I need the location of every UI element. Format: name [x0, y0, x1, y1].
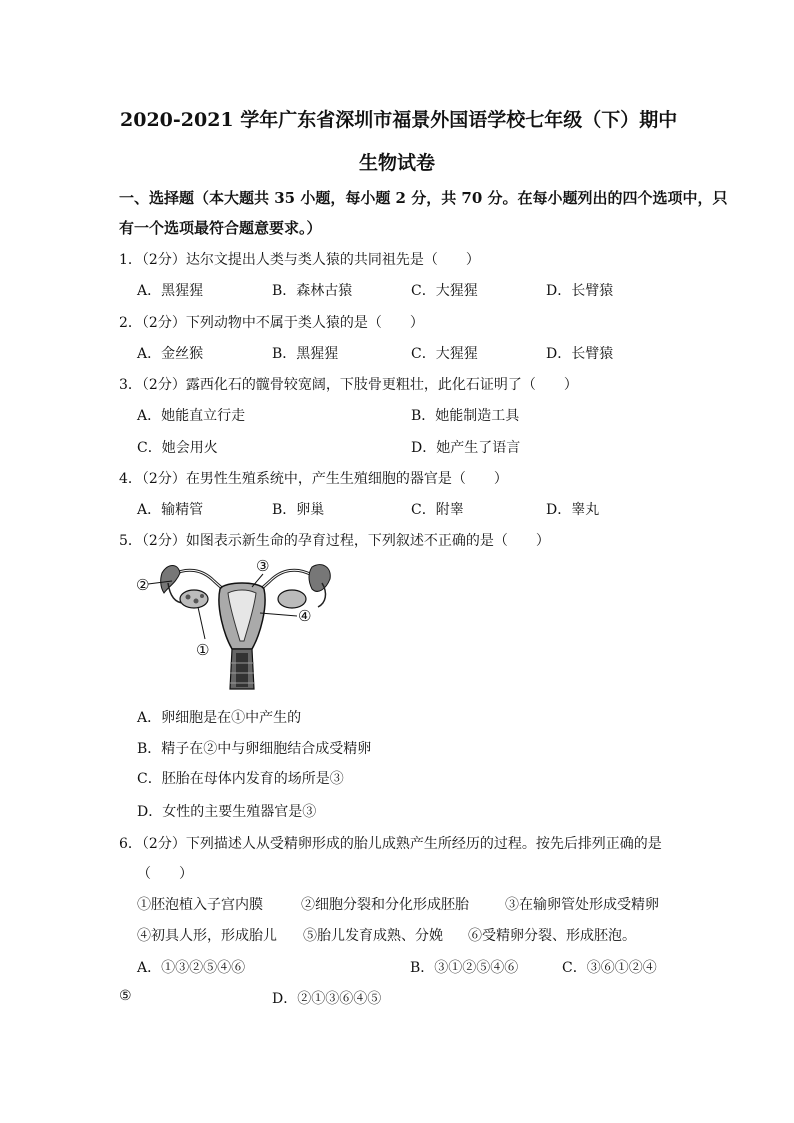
q5-option-b: B．精子在②中与卵细胞结合成受精卵: [137, 741, 372, 757]
q3-option-b: B．她能制造工具: [411, 408, 520, 424]
diagram-label-2: ②: [136, 576, 150, 594]
reproductive-system-diagram: [132, 553, 352, 695]
q3-option-d: D．她产生了语言: [411, 440, 521, 456]
q3-option-a: A．她能直立行走: [137, 408, 246, 424]
q1-option-d: D．长臂猿: [546, 283, 614, 299]
q6-step-4: ④初具人形，形成胎儿: [137, 928, 277, 944]
q4-option-d: D．睾丸: [546, 502, 600, 518]
title-line2: 生物试卷: [359, 152, 436, 174]
q2-stem: 2．（2分）下列动物中不属于类人猿的是（ ）: [119, 315, 424, 331]
q4-stem: 4．（2分）在男性生殖系统中，产生生殖细胞的器官是（ ）: [119, 471, 508, 487]
q6-step-3: ③在输卵管处形成受精卵: [505, 897, 659, 913]
q2-option-d: D．长臂猿: [546, 346, 614, 362]
q1-option-c: C．大猩猩: [411, 283, 478, 299]
q2-option-a: A．金丝猴: [137, 346, 204, 362]
q6-stem-line1: 6．（2分）下列描述人从受精卵形成的胎儿成熟产生所经历的过程。按先后排列正确的是: [119, 836, 662, 852]
diagram-label-3: ③: [256, 557, 270, 575]
q5-option-a: A．卵细胞是在①中产生的: [137, 710, 302, 726]
q2-option-b: B．黑猩猩: [272, 346, 339, 362]
q6-step-6: ⑥受精卵分裂、形成胚泡。: [468, 928, 636, 944]
q2-option-c: C．大猩猩: [411, 346, 478, 362]
diagram-label-4: ④: [298, 607, 312, 625]
q6-stem-line2: （ ）: [137, 866, 193, 882]
q6-option-c-continued: ⑤: [119, 988, 132, 1004]
q6-option-d: D．②①③⑥④⑤: [272, 991, 382, 1007]
q1-option-b: B．森林古猿: [272, 283, 353, 299]
section-header-line2: 有一个选项最符合题意要求。）: [119, 219, 322, 237]
q4-option-c: C．附睾: [411, 502, 464, 518]
diagram-label-1: ①: [196, 641, 210, 659]
q1-stem: 1．（2分）达尔文提出人类与类人猿的共同祖先是（ ）: [119, 252, 480, 268]
q5-stem: 5．（2分）如图表示新生命的孕育过程，下列叙述不正确的是（ ）: [119, 533, 550, 549]
q4-option-b: B．卵巢: [272, 502, 325, 518]
q1-option-a: A．黑猩猩: [137, 283, 204, 299]
q5-option-d: D．女性的主要生殖器官是③: [137, 804, 317, 820]
q6-step-2: ②细胞分裂和分化形成胚胎: [301, 897, 469, 913]
q6-step-5: ⑤胎儿发育成熟、分娩: [303, 928, 443, 944]
q4-option-a: A．输精管: [137, 502, 204, 518]
q6-option-a: A．①③②⑤④⑥: [137, 960, 246, 976]
section-header-line1: 一、选择题（本大题共 35 小题，每小题 2 分，共 70 分。在每小题列出的四个选项中，只: [119, 189, 728, 207]
q3-option-c: C．她会用火: [137, 440, 218, 456]
title-line1: 2020-2021 学年广东省深圳市福景外国语学校七年级（下）期中: [120, 109, 678, 131]
q5-option-c: C．胚胎在母体内发育的场所是③: [137, 771, 344, 787]
q6-option-c: C．③⑥①②④: [562, 960, 657, 976]
q3-stem: 3．（2分）露西化石的髋骨较宽阔，下肢骨更粗壮，此化石证明了（ ）: [119, 377, 578, 393]
q6-step-1: ①胚泡植入子宫内膜: [137, 897, 263, 913]
q6-option-b: B．③①②⑤④⑥: [410, 960, 519, 976]
